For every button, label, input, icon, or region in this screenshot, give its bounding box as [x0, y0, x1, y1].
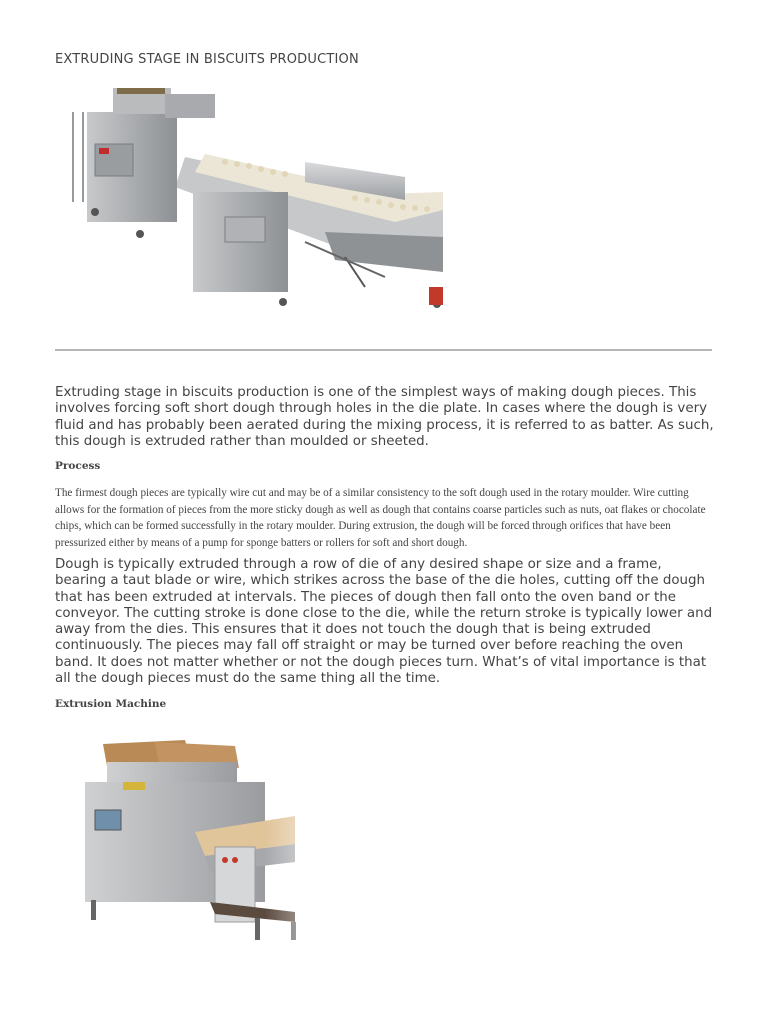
process-paragraph: The firmest dough pieces are typically wire cut and may be of a similar consistency to the soft dough used in the rotary moulder. Wire cutting allows for the formation of pieces from the more sticky dough as well as dough that contains coarse particles such as nuts, oat flakes or chocolate chips, which can be formed successfully in the rotary moulder. During extrusion, the dough will be forced through orifices that have been pressurized either by means of a pump for sponge batters or rollers for soft and short dough. — [55, 487, 706, 549]
process-heading: Process — [55, 460, 101, 472]
production-line-image — [65, 82, 443, 318]
intro-paragraph: Extruding stage in biscuits production is one of the simplest ways of making dough pieces. This involves forcing soft short dough through holes in the die plate. In cases where the dough is very fluid and has probably been aerated during the mixing process, it is referred to as batter. As such, this dough is extruded rather than moulded or sheeted. — [55, 385, 714, 449]
extrusion-machine-image — [55, 722, 345, 962]
extrusion-machine-heading: Extrusion Machine — [55, 698, 167, 710]
dough-paragraph: Dough is typically extruded through a row of die of any desired shape or size and a frame, bearing a taut blade or wire, which strikes across the base of the die holes, cutting off the dough that has been extruded at intervals. The pieces of dough then fall onto the oven band or the conveyor. The cutting stroke is done close to the die, while the return stroke is typically lower and away from the dies. This ensures that it does not touch the dough that is being extruded continuously. The pieces may fall off straight or may be turned over before reaching the oven band. It does not matter whether or not the dough pieces turn. What’s of vital importance is that all the dough pieces must do the same thing all the time. — [55, 557, 713, 687]
section-divider — [55, 349, 712, 351]
page-title: EXTRUDING STAGE IN BISCUITS PRODUCTION — [55, 52, 359, 67]
